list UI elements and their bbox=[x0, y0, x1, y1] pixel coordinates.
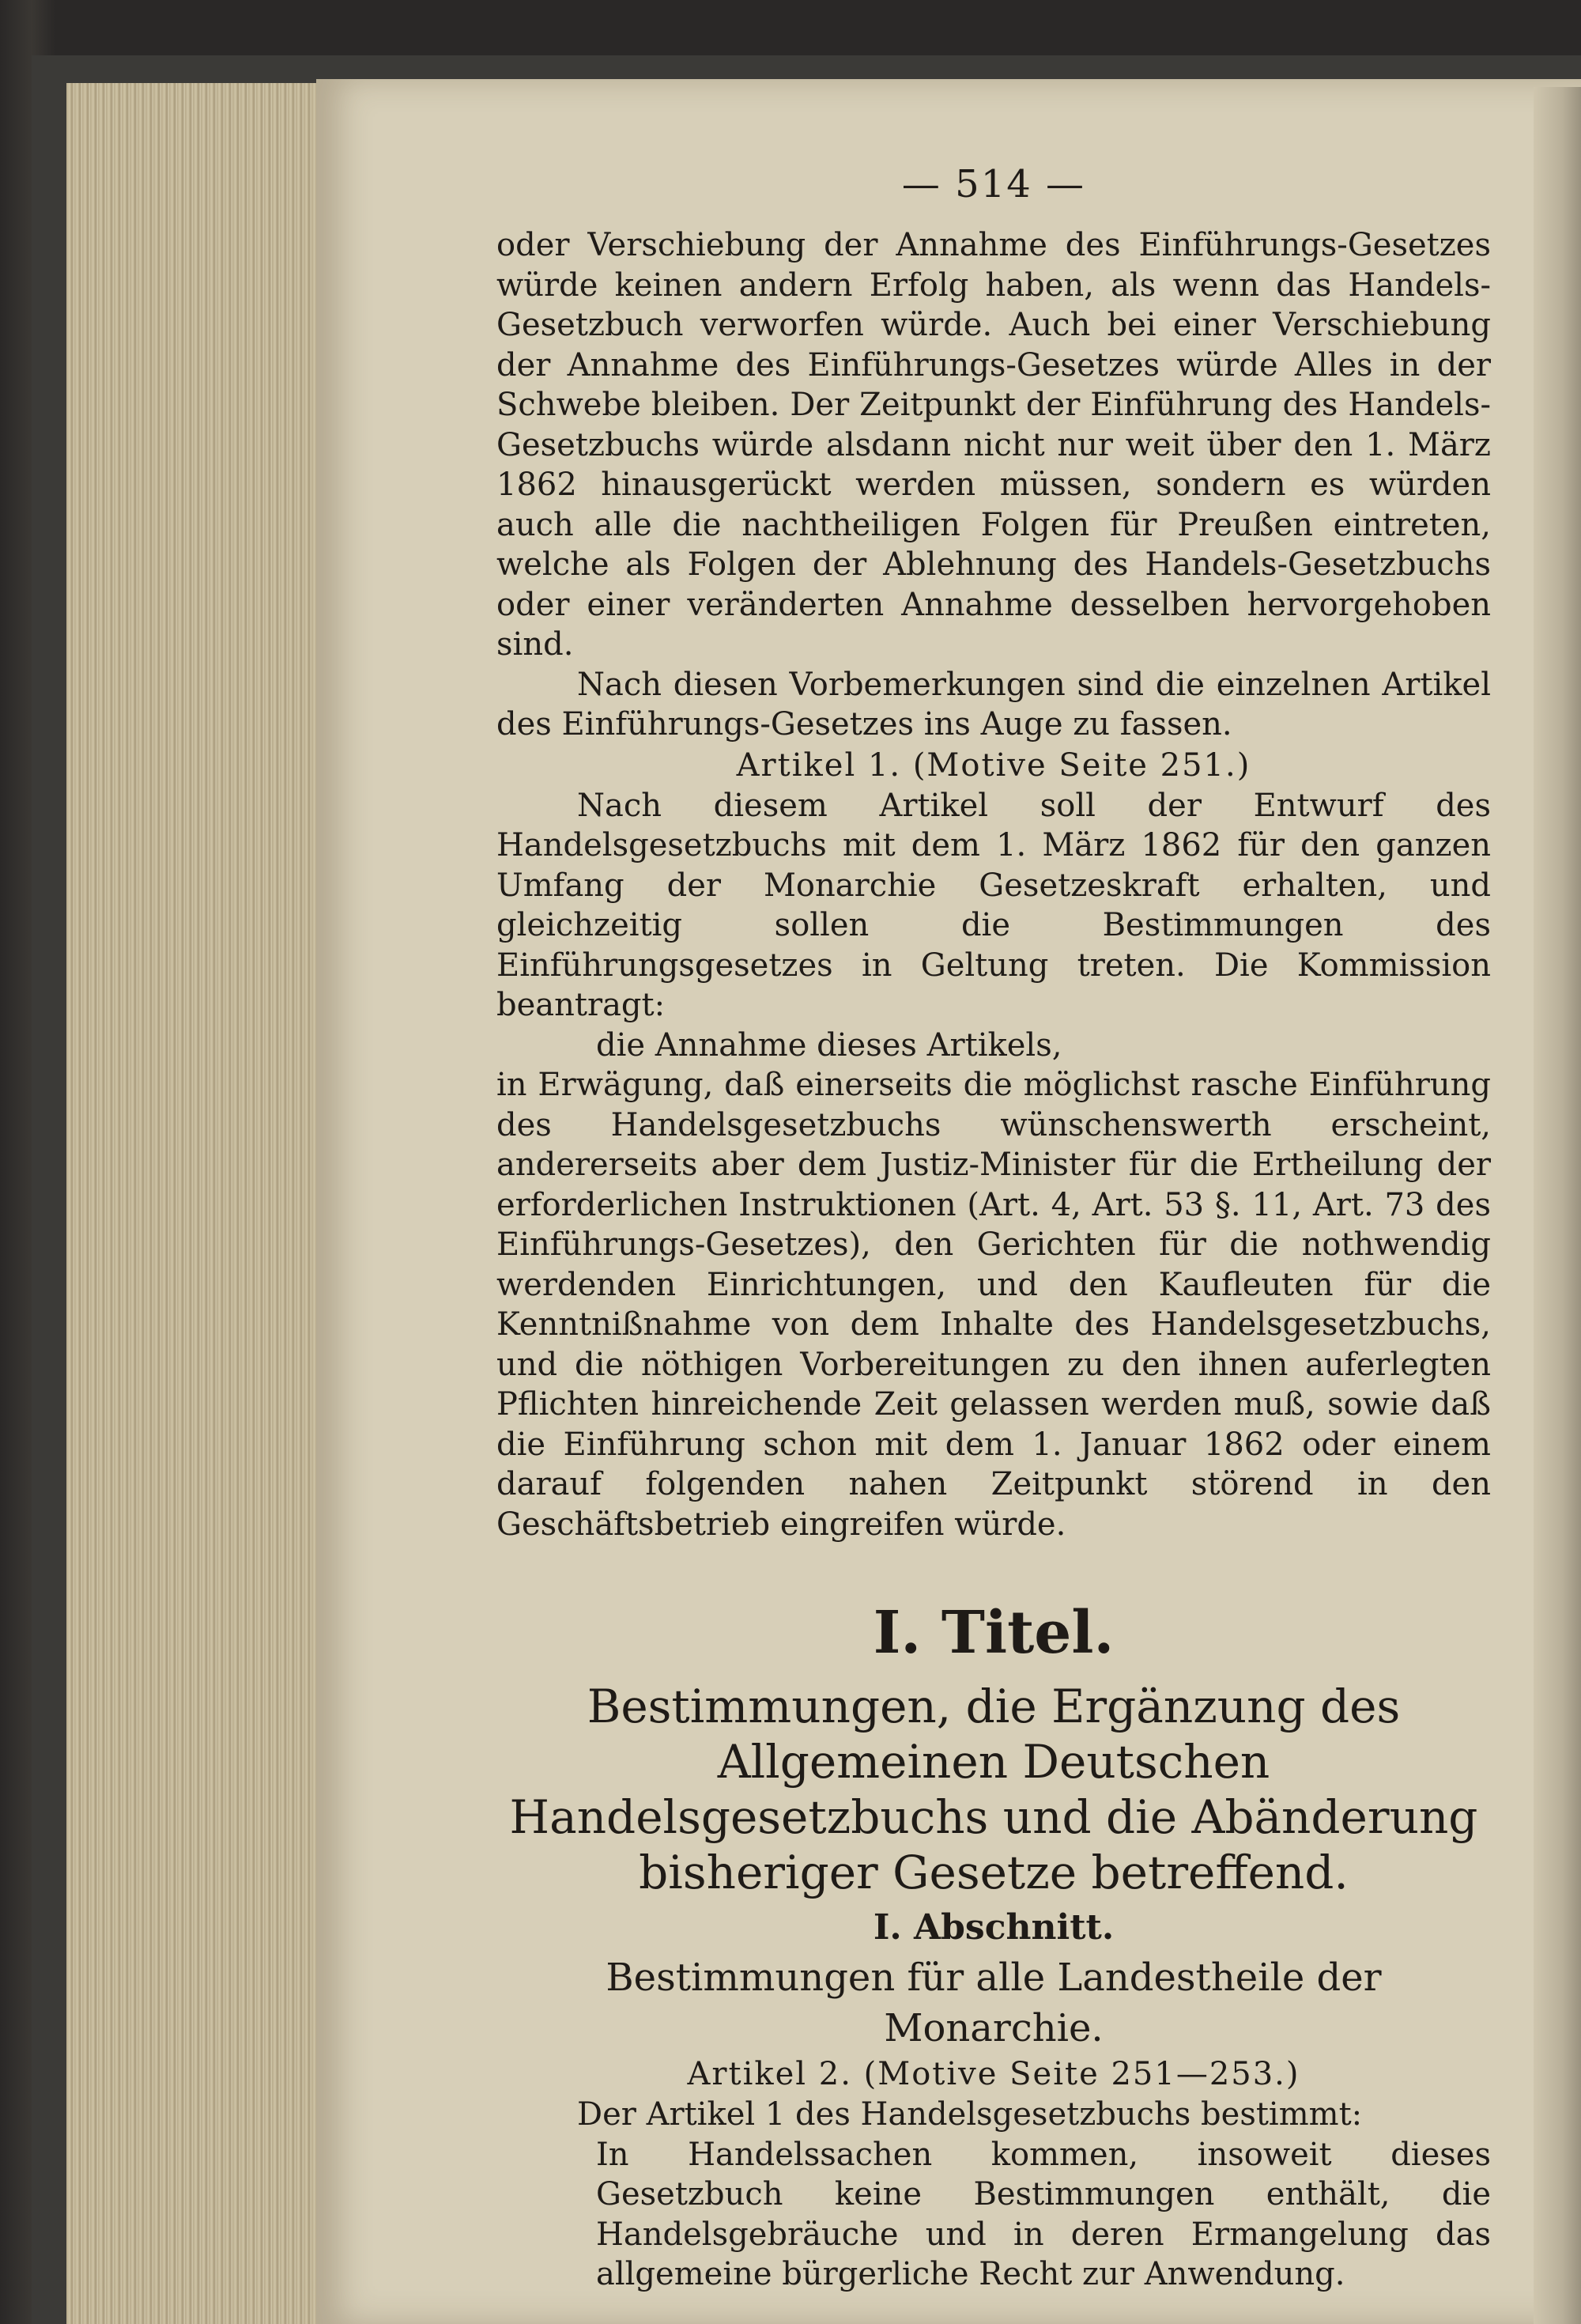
artikel-2-intro: Der Artikel 1 des Handelsgesetzbuchs bestimmt: bbox=[577, 2096, 1363, 2133]
titel-subtitle: Bestimmungen, die Ergänzung des Allgemeinen Deutschen Handelsgesetzbuchs und die Abänderung bisheriger Gesetze betreffend. bbox=[509, 1680, 1478, 1899]
artikel-1-text: Nach diesem Artikel soll der Entwurf des Handelsgesetzbuchs mit dem 1. März 1862 für den ganzen Umfang der Monarchie Gesetzeskraft erhalten, und gleichzeitig sollen die Bestimmungen des Einführungsgesetzes in Geltung treten. Die Kommission beantragt: bbox=[496, 787, 1491, 1023]
abschnitt-heading: I. Abschnitt. bbox=[873, 1907, 1115, 1948]
artikel-2-heading: Artikel 2. (Motive Seite 251—253.) bbox=[687, 2056, 1300, 2092]
abschnitt-subtitle: Bestimmungen für alle Landestheile der Monarchie. bbox=[606, 1956, 1382, 2050]
intro-paragraph: oder Verschiebung der Annahme des Einführungs-Gesetzes würde keinen andern Erfolg haben, als wenn das Handels-Gesetzbuch verworfen würde. Auch bei einer Verschiebung der Annahme des Einführungs-Gesetzes würde Alles in der Schwebe bleiben. Der Zeitpunkt der Einführung des Handels-Gesetzbuchs würde alsdann nicht nur weit über den 1. März 1862 hinausgerückt werden müssen, sondern es würden auch alle die nachtheiligen Folgen für Preußen eintreten, welche als Folgen der Ablehnung des Handels-Gesetzbuchs oder einer veränderten Annahme desselben hervorgehoben sind. bbox=[496, 227, 1491, 663]
page-right-edge bbox=[1534, 87, 1581, 2324]
vorbemerkung-paragraph: Nach diesen Vorbemerkungen sind die einzelnen Artikel des Einführungs-Gesetzes ins Auge zu fassen. bbox=[496, 666, 1491, 743]
page-text-area bbox=[496, 162, 1491, 2295]
antrag-line: die Annahme dieses Artikels, bbox=[596, 1026, 1062, 1064]
artikel-2-quote: In Handelssachen kommen, insoweit dieses Gesetzbuch keine Bestimmungen enthält, die Handelsgebräuche und in deren Ermangelung das allgemeine bürgerliche Recht zur Anwendung. bbox=[596, 2136, 1491, 2292]
titel-heading: I. Titel. bbox=[873, 1599, 1115, 1667]
antrag-text: in Erwägung, daß einerseits die möglichst rasche Einführung des Handelsgesetzbuchs wünschenswerth erscheint, andererseits aber dem Justiz-Minister für die Ertheilung der erforderlichen Instruktionen (Art. 4, Art. 53 §. 11, Art. 73 des Einführungs-Gesetzes), den Gerichten für die nothwendig werdenden Einrichtungen, und den Kaufleuten für die Kenntnißnahme von dem Inhalte des Handelsgesetzbuchs, und die nöthigen Vorbereitungen zu den ihnen auferlegten Pflichten hinreichende Zeit gelassen werden muß, sowie daß die Einführung schon mit dem 1. Januar 1862 oder einem darauf folgenden nahen Zeitpunkt störend in den Geschäftsbetrieb eingreifen würde. bbox=[496, 1067, 1491, 1543]
page-number: — 514 — bbox=[901, 162, 1086, 206]
artikel-1-heading: Artikel 1. (Motive Seite 251.) bbox=[736, 746, 1251, 784]
page-stack-edge bbox=[66, 83, 327, 2324]
